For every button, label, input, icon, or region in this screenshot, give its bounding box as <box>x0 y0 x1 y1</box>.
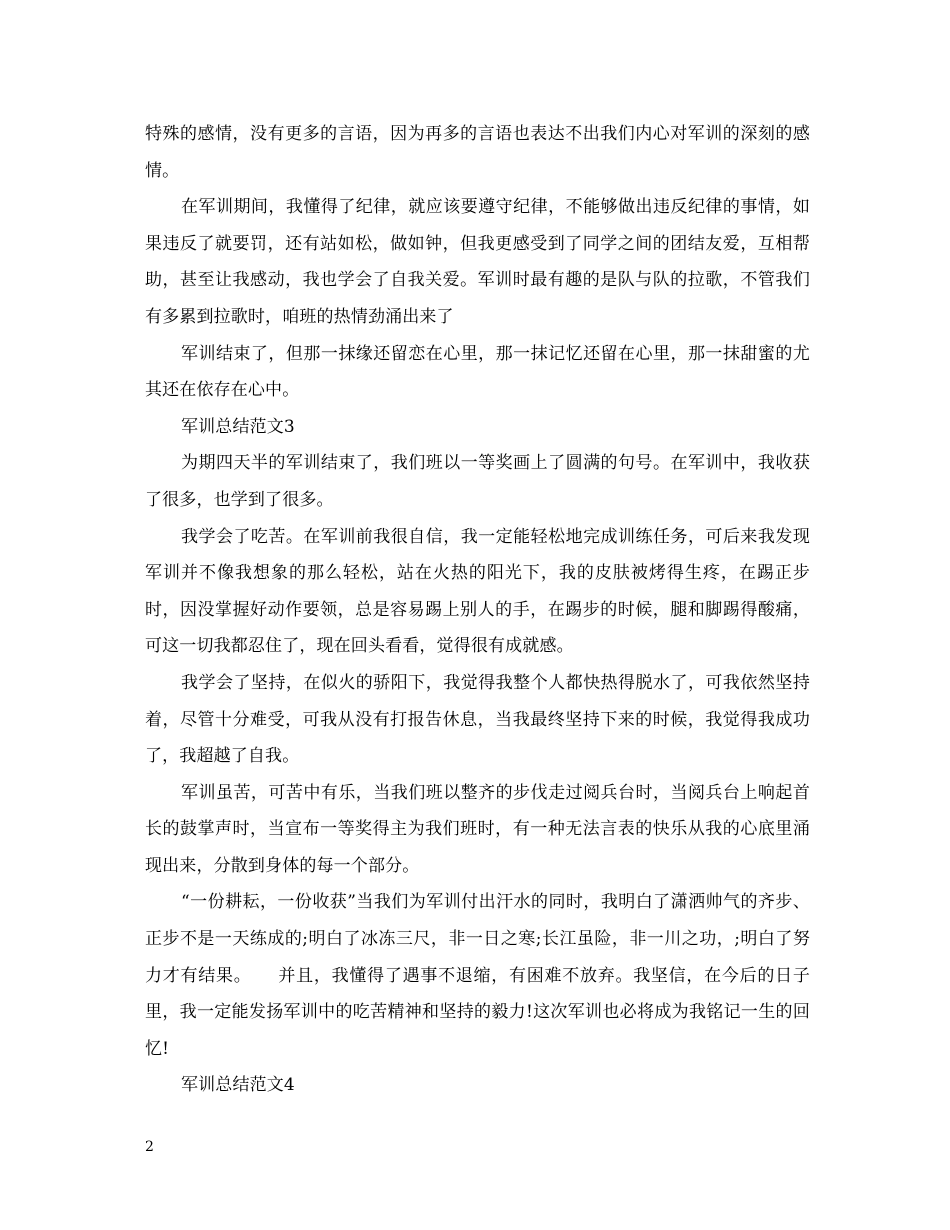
paragraph-3: 军训结束了，但那一抹缘还留恋在心里，那一抹记忆还留在心里，那一抹甜蜜的尤其还在依存在心中。 <box>145 343 810 401</box>
section-heading-3: 军训总结范文3 <box>181 416 295 437</box>
paragraph-8: 军训虽苦，可苦中有乐，当我们班以整齐的步伐走过阅兵台时，当阅兵台上响起首长的鼓掌声时，当宣布一等奖得主为我们班时，有一种无法言表的快乐从我的心底里涌现出来，分散到身体的每一个部分。 <box>145 782 810 876</box>
section-heading-4: 军训总结范文4 <box>181 1075 295 1096</box>
page-number: 2 <box>145 1139 154 1155</box>
paragraph-5: 为期四天半的军训结束了，我们班以一等奖画上了圆满的句号。在军训中，我收获了很多，也学到了很多。 <box>145 453 810 510</box>
document-body <box>145 116 810 1104</box>
paragraph-7: 我学会了坚持，在似火的骄阳下，我觉得我整个人都快热得脱水了，可我依然坚持着，尽管十分难受，可我从没有打报告休息，当我最终坚持下来的时候，我觉得我成功了，我超越了自我。 <box>145 672 810 767</box>
paragraph-2: 在军训期间，我懂得了纪律，就应该要遵守纪律，不能够做出违反纪律的事情，如果违反了就要罚，还有站如松，做如钟，但我更感受到了同学之间的团结友爱，互相帮助，甚至让我感动，我也学会了自我关爱。军训时最有趣的是队与队的拉歌，不管我们有多累到拉歌时，咱班的热情劲涌出来了 <box>145 197 810 327</box>
paragraph-9: “一份耕耘，一份收获”当我们为军训付出汗水的同时，我明白了潇洒帅气的齐步、正步不是一天练成的;明白了冰冻三尺，非一日之寒;长江虽险，非一川之功，;明白了努力才有结果。 并且，我懂得了遇事不退缩，有困难不放弃。我坚信，在今后的日子里，我一定能发扬军训中的吃苦精神和坚持的毅力!这次军训也必将成为我铭记一生的回忆! <box>145 892 810 1059</box>
paragraph-1: 特殊的感情，没有更多的言语，因为再多的言语也表达不出我们内心对军训的深刻的感情。 <box>145 124 810 181</box>
paragraph-6: 我学会了吃苦。在军训前我很自信，我一定能轻松地完成训练任务，可后来我发现军训并不像我想象的那么轻松，站在火热的阳光下，我的皮肤被烤得生疼，在踢正步时，因没掌握好动作要领，总是容易踢上别人的手，在踢步的时候，腿和脚踢得酸痛，可这一切我都忍住了，现在回头看看，觉得很有成就感。 <box>145 526 810 657</box>
